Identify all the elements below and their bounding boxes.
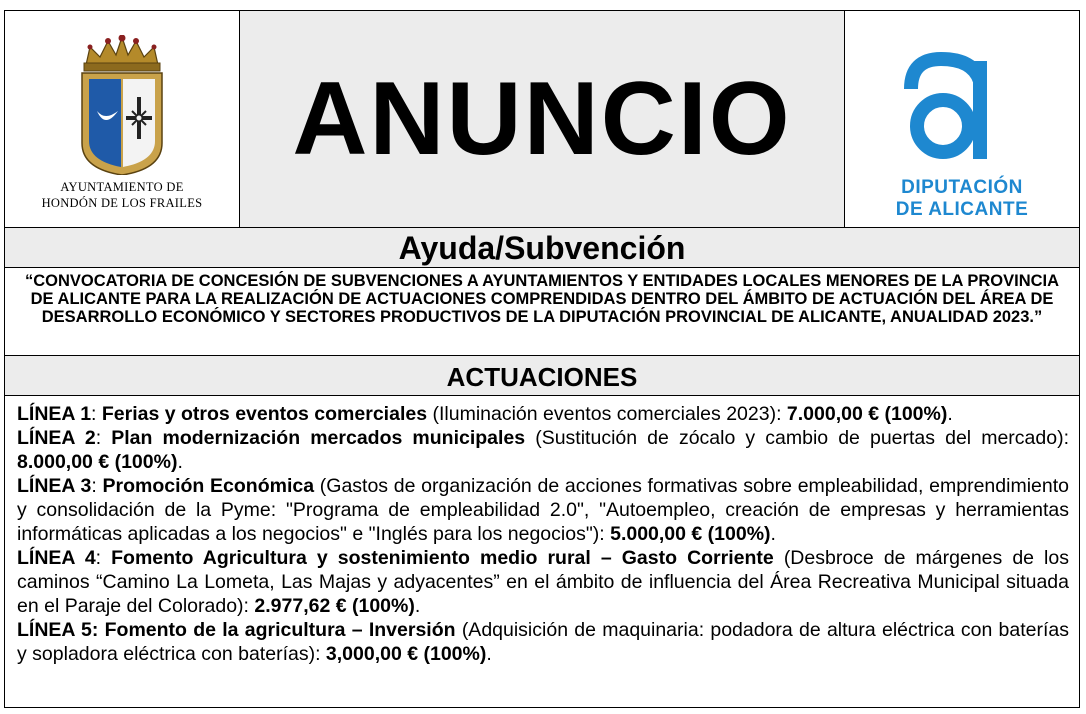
page-title: ANUNCIO [292, 61, 792, 177]
crest-icon [72, 35, 172, 175]
line-amount: 3,000,00 € (100%) [325, 643, 487, 665]
line-end: . [770, 523, 776, 545]
line-separator: : [91, 475, 103, 497]
line-label: LÍNEA 2 [17, 427, 96, 449]
line-end: . [177, 451, 183, 473]
line-end: . [486, 643, 492, 665]
line-name: Plan modernización mercados municipales [111, 427, 526, 449]
line-name: Fomento de la agricultura – Inversión [104, 619, 456, 641]
list-item [17, 402, 1069, 426]
line-end: . [947, 403, 953, 425]
municipality-caption [5, 179, 239, 211]
line-detail: (Adquisición de maquinaria: podadora de altura eléctrica con baterías y sopladora eléctrica con baterías): [17, 619, 1070, 665]
list-item [17, 618, 1069, 666]
line-label: LÍNEA 1 [17, 403, 92, 425]
line-name: Promoción Económica [102, 475, 315, 497]
diputacion-text-line1: DIPUTACIÓN [901, 177, 1023, 198]
line-label: LÍNEA 5: [17, 619, 99, 641]
title-cell [240, 11, 845, 227]
line-amount: 2.977,62 € (100%) [254, 595, 415, 617]
line-amount: 5.000,00 € (100%) [610, 523, 771, 545]
diputacion-logo-cell [845, 11, 1079, 227]
line-separator: : [91, 403, 102, 425]
actuaciones-band [4, 356, 1080, 396]
line-detail: (Sustitución de zócalo y cambio de puertas del mercado): [525, 427, 1070, 449]
municipality-caption-line1: AYUNTAMIENTO DE [60, 180, 184, 194]
subtitle-band [4, 228, 1080, 268]
line-detail: (Gastos de organización de acciones formativas sobre empleabilidad, emprendimiento y consolidación de la Pyme: "Programa de empleabilidad 2.0", "Autoempleo, creación de empresas y herramientas informáticas aplicadas a los negocios" e "Inglés para los negocios"): [17, 475, 1069, 545]
subtitle: Ayuda/Subvención [398, 230, 686, 266]
diputacion-a-logo-icon [903, 41, 1013, 161]
convocatoria-text: “CONVOCATORIA DE CONCESIÓN DE SUBVENCIONES A AYUNTAMIENTOS Y ENTIDADES LOCALES MENORES DE LA PROVINCIA DE ALICANTE PARA LA REALIZACIÓN DE ACTUACIONES COMPRENDIDAS DENTRO DEL ÁMBITO DE ACTUACIÓN DEL ÁREA DE DESARROLLO ECONÓMICO Y SECTORES PRODUCTIVOS DE LA DIPUTACIÓN PROVINCIAL DE ALICANTE, ANUALIDAD 2023.” [4, 268, 1080, 356]
list-item [17, 546, 1069, 618]
municipality-logo-cell [5, 11, 240, 227]
line-label: LÍNEA 3 [17, 475, 92, 497]
line-separator: : [95, 427, 112, 449]
line-amount: 8.000,00 € (100%) [17, 451, 178, 473]
line-name: Ferias y otros eventos comerciales [101, 403, 428, 425]
diputacion-text [845, 177, 1079, 221]
line-detail: (Desbroce de márgenes de los caminos “Camino La Lometa, Las Majas y adyacentes” en el ámbito de influencia del Área Recreativa Municipal situada en el Paraje del Colorado): [17, 547, 1069, 617]
diputacion-text-line2: DE ALICANTE [895, 199, 1029, 220]
list-item [17, 426, 1069, 474]
municipality-caption-line2: HONDÓN DE LOS FRAILES [41, 196, 203, 210]
line-amount: 7.000,00 € (100%) [786, 403, 948, 425]
line-separator: : [95, 547, 112, 569]
actuaciones-list [4, 396, 1080, 708]
line-end: . [414, 595, 421, 617]
actuaciones-heading: ACTUACIONES [446, 362, 638, 392]
announcement-header [4, 10, 1080, 228]
list-item [17, 474, 1069, 546]
line-label: LÍNEA 4 [17, 547, 96, 569]
line-name: Fomento Agricultura y sostenimiento medio rural – Gasto Corriente [111, 547, 774, 569]
line-detail: (Iluminación eventos comerciales 2023): [427, 403, 787, 425]
